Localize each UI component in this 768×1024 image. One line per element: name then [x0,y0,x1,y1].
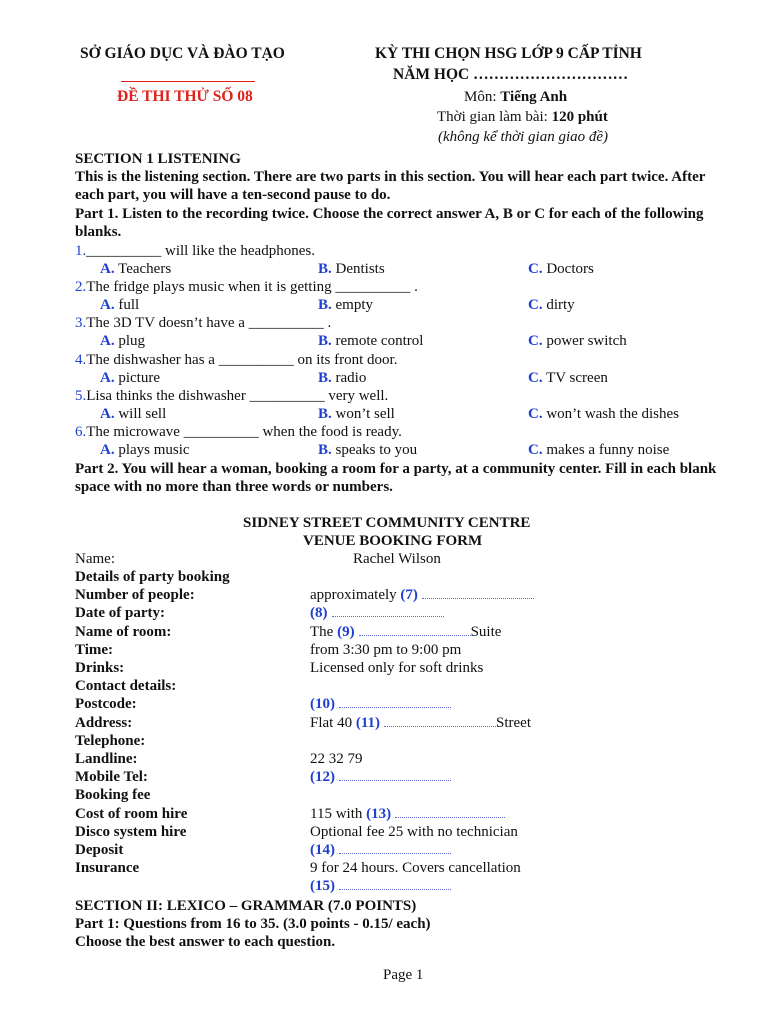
form-value-suffix: Suite [470,623,502,640]
form-field-value [310,768,451,786]
option-a [100,369,160,387]
form-field-label: Address: [75,714,133,731]
option-b [318,369,366,387]
option-b [318,332,423,350]
form-blank-number: (15) [310,878,335,895]
section1-intro: This is the listening section. There are two parts in this section. You will hear each part twice. After each part, you will have a ten-second pause to do. [75,169,706,203]
option-text: Dentists [335,261,385,277]
question-stem [75,387,388,405]
option-c [528,369,608,387]
option-text: plug [118,333,146,350]
option-b [318,296,373,314]
form-blank-line [332,604,444,617]
form-blank-number: (7) [400,587,418,604]
question-number: 4. [75,351,87,368]
option-text: radio [335,369,367,386]
form-value-text: Licensed only for soft drinks [310,660,484,676]
form-value-text: Optional fee 25 with no technician [310,823,518,840]
page-number: Page 1 [383,967,424,983]
option-letter: B. [318,333,332,350]
time-value: 120 phút [551,109,608,125]
question-blank: __________ [249,387,325,404]
option-letter: C. [528,369,543,386]
subject-value: Tiếng Anh [500,89,568,105]
form-blank-line [339,841,451,854]
form-field-value [310,714,531,732]
section2-title: SECTION II: LEXICO – GRAMMAR (7.0 POINTS) [75,898,417,914]
question-stem [75,242,315,260]
option-letter: B. [318,297,332,314]
question-number: 2. [75,279,87,296]
form-field-value [310,641,461,659]
question-text-after: on its front door. [293,351,398,368]
form-field-label: Landline: [75,751,138,767]
form-field-label: Contact details: [75,678,177,695]
part1-instruction: Part 1. Listen to the recording twice. Choose the correct answer A, B or C for each of the following blanks. [75,206,704,240]
option-letter: A. [100,261,115,277]
section1-title: SECTION 1 LISTENING [75,151,241,167]
part2-instruction: Part 2. You will hear a woman, booking a room for a party, at a community center. Fill in each blank space with no more than three words or numbers. [75,461,717,495]
option-letter: A. [100,369,115,386]
option-letter: B. [318,442,332,458]
option-text: power switch [546,333,627,350]
form-blank-line [339,768,451,781]
time-line [437,108,608,126]
school-year: NĂM HỌC ………………………… [393,66,629,83]
form-field-label: Insurance [75,860,140,877]
option-letter: A. [100,405,115,422]
question-blank: __________ [86,243,162,259]
option-text: Teachers [118,261,172,277]
form-field-value [310,659,483,677]
option-b [318,260,385,278]
form-blank-number: (9) [337,623,355,640]
question-blank: __________ [183,424,259,440]
form-blank-number: (12) [310,769,335,786]
option-a [100,441,190,459]
option-letter: C. [528,297,543,314]
form-value-text: 22 32 79 [310,751,363,767]
time-label: Thời gian làm bài: [437,109,548,125]
form-value-text: The [310,623,338,640]
time-note: (không kể thời gian giao đề) [438,129,609,145]
form-blank-number: (8) [310,605,328,622]
section2-part1: Part 1: Questions from 16 to 35. (3.0 points - 0.15/ each) [75,916,431,932]
form-blank-line [384,714,496,727]
subject-line [464,88,567,106]
form-field-label: Postcode: [75,696,137,713]
form-blank-line [359,623,471,636]
question-number: 5. [75,387,87,404]
name-value: Rachel Wilson [353,551,441,567]
form-field-label: Cost of room hire [75,805,188,822]
form-blank-line [395,805,505,818]
form-field-label: Details of party booking [75,569,230,585]
option-text: full [118,297,140,314]
option-a [100,260,171,278]
question-stem [75,423,402,441]
question-number: 3. [75,315,87,332]
question-text-after: will like the headphones. [161,243,315,259]
option-c [528,332,627,350]
option-letter: C. [528,405,543,422]
form-field-label: Mobile Tel: [75,769,148,786]
option-text: won’t sell [335,405,395,422]
option-c [528,260,594,278]
form-blank-line [422,586,534,599]
option-c [528,296,575,314]
form-field-value [310,750,363,768]
form-field-value [310,623,501,641]
subject-label: Môn: [464,89,497,105]
question-text-before: The 3D TV doesn’t have a [86,315,249,332]
form-blank-number: (10) [310,696,335,713]
form-value-text: approximately [310,587,401,604]
form-field-label: Telephone: [75,732,146,749]
form-field-value [310,823,518,841]
question-text-before: The fridge plays music when it is getting [86,279,336,296]
question-blank: __________ [335,279,411,296]
department-title: SỞ GIÁO DỤC VÀ ĐÀO TẠO [80,45,285,62]
form-field-value [310,586,534,604]
option-letter: C. [528,442,543,458]
option-a [100,332,145,350]
header-divider [121,81,255,82]
option-c [528,405,679,423]
question-text-after: . [410,279,418,296]
form-field-label: Name of room: [75,623,172,640]
form-value-text: 115 with [310,805,367,822]
question-stem [75,314,331,332]
form-field-label: Disco system hire [75,823,187,840]
form-field-value [310,695,451,713]
option-letter: B. [318,405,332,422]
question-stem [75,278,418,296]
question-number: 6. [75,424,87,440]
form-value-suffix: Street [496,714,532,731]
option-text: makes a funny noise [546,442,670,458]
form-field-label: Date of party: [75,605,165,622]
option-letter: B. [318,261,332,277]
exam-code: ĐỀ THI THỬ SỐ 08 [117,88,253,105]
option-text: remote control [335,333,424,350]
option-text: TV screen [546,369,608,386]
option-text: dirty [546,297,575,314]
option-text: plays music [118,442,190,458]
form-field-label: Number of people: [75,587,195,604]
form-blank-number: (13) [366,805,392,822]
option-letter: A. [100,442,115,458]
question-blank: __________ [248,315,324,332]
form-blank-line [339,695,451,708]
option-letter: B. [318,369,332,386]
option-text: will sell [118,405,167,422]
question-stem [75,351,397,369]
option-b [318,441,417,459]
question-text-before: The microwave [86,424,184,440]
option-c [528,441,669,459]
exam-title: KỲ THI CHỌN HSG LỚP 9 CẤP TỈNH [375,45,642,62]
option-a [100,296,139,314]
form-field-value [310,841,451,859]
option-letter: C. [528,261,543,277]
question-blank: __________ [218,351,294,368]
form-field-label: Time: [75,641,114,658]
question-text-after: very well. [324,387,389,404]
option-text: picture [118,369,160,386]
option-b [318,405,395,423]
question-text-after: when the food is ready. [258,424,402,440]
option-text: empty [335,297,374,314]
form-value-text: Flat 40 [310,714,356,731]
option-a [100,405,166,423]
form-title: SIDNEY STREET COMMUNITY CENTRE [243,515,531,531]
form-blank-number: (14) [310,842,335,858]
option-text: won’t wash the dishes [546,405,679,422]
section2-instruction: Choose the best answer to each question. [75,934,336,950]
form-field-value [310,604,444,622]
form-blank-number: (11) [355,714,381,731]
form-field-value [310,805,505,823]
form-field-label: Deposit [75,842,124,858]
question-text-after: . [323,315,332,332]
option-letter: A. [100,333,115,350]
name-label: Name: [75,551,115,567]
form-subtitle: VENUE BOOKING FORM [303,533,483,549]
form-field-label: Booking fee [75,787,151,804]
form-value-text: from 3:30 pm to 9:00 pm [310,641,462,658]
form-field-value [310,859,521,877]
form-value-text: 9 for 24 hours. Covers cancellation [310,860,521,877]
option-letter: A. [100,297,115,314]
form-field-label: Drinks: [75,660,125,676]
option-text: speaks to you [335,442,418,458]
question-text-before: The dishwasher has a [86,351,219,368]
question-number: 1. [75,243,87,259]
form-field-value [310,877,451,895]
form-blank-line [339,877,451,890]
question-text-before: Lisa thinks the dishwasher [86,387,250,404]
option-text: Doctors [546,261,594,277]
option-letter: C. [528,333,543,350]
